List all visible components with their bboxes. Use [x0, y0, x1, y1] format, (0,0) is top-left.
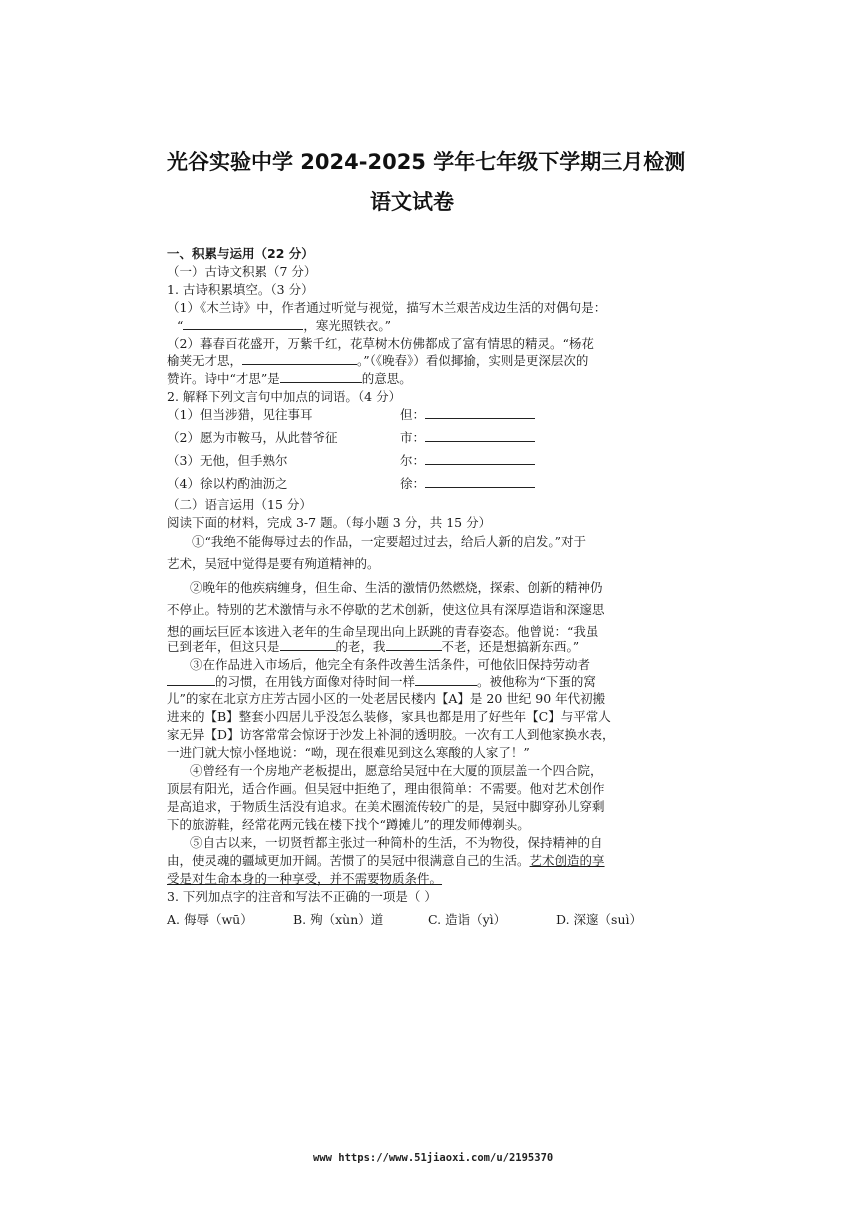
- answer-blank[interactable]: [280, 370, 362, 383]
- page-title: 光谷实验中学 2024-2025 学年七年级下学期三月检测: [167, 150, 686, 174]
- q1-2-rest: 。”（《晚春》）看似揶揄，实则是更深层次的: [357, 353, 589, 368]
- q2-item-sentence: （1）但当涉猎，见往事耳: [167, 407, 313, 422]
- text-segment: 已到老年，但这只是: [167, 639, 280, 654]
- option-b[interactable]: B. 殉（xùn）道: [293, 912, 384, 927]
- passage-line: 想的画坛巨匠本该进入老年的生命呈现出向上跃跳的青春姿态。他曾说：“我虽: [167, 624, 599, 639]
- text-segment: 的老，我: [335, 639, 386, 654]
- q1-2-line3: [167, 370, 412, 388]
- passage-line: 儿”的家在北京方庄芳古园小区的一处老居民楼内【A】是 20 世纪 90 年代初搬: [167, 691, 606, 706]
- q2-item-word: [400, 429, 535, 447]
- q1-2-c-start: 赞许。诗中“才思”是: [167, 371, 280, 386]
- q2-item-word: [400, 475, 535, 493]
- q1-2-start: 榆荚无才思，: [167, 353, 243, 368]
- passage-line: ②晚年的他疾病缠身，但生命、生活的激情仍然燃烧，探索、创新的精神仍: [190, 580, 603, 595]
- subsection-heading: （一）古诗文积累（7 分）: [167, 264, 317, 279]
- passage-line: [167, 638, 579, 656]
- text-segment: 不老，还是想搞新东西。”: [441, 639, 580, 654]
- passage-line: ①“我绝不能侮辱过去的作品，一定要超过过去，给后人新的启发。”对于: [192, 534, 587, 549]
- q2-item-word: [400, 452, 535, 470]
- answer-blank[interactable]: [280, 638, 336, 651]
- q1-1-text: ，寒光照铁衣。”: [303, 318, 392, 333]
- q1-1-line1: （1）《木兰诗》中，作者通过听觉与视觉，描写木兰艰苦戍边生活的对偶句是：: [167, 300, 607, 315]
- q2-word-label: 但：: [400, 407, 426, 422]
- answer-blank[interactable]: [415, 673, 477, 686]
- answer-blank[interactable]: [425, 406, 535, 419]
- question-2: 2. 解释下列文言句中加点的词语。（4 分）: [167, 389, 402, 404]
- q2-word-label: 尔：: [400, 453, 426, 468]
- answer-blank[interactable]: [386, 638, 442, 651]
- text-segment: 。被他称为“下蛋的窝: [477, 674, 596, 689]
- answer-blank[interactable]: [425, 475, 535, 488]
- option-c[interactable]: C. 造诣（yì）: [428, 912, 507, 927]
- passage-line: ⑤自古以来，一切贤哲都主张过一种简朴的生活，不为物役，保持精神的自: [190, 835, 603, 850]
- section-heading: 一、积累与运用（22 分）: [167, 246, 314, 261]
- passage-line: 下的旅游鞋，经常花两元钱在楼下找个“蹲摊儿”的理发师傅剃头。: [167, 817, 530, 832]
- text-segment: 由，使灵魂的疆域更加开阔。苦惯了的吴冠中很满意自己的生活。: [167, 853, 530, 868]
- underlined-sentence: 艺术创造的享: [529, 853, 605, 868]
- q2-word-label: 徐：: [400, 476, 426, 491]
- passage-line: ④曾经有一个房地产老板提出，愿意给吴冠中在大厦的顶层盖一个四合院，: [190, 763, 603, 778]
- subsection-heading: （二）语言运用（15 分）: [167, 497, 312, 512]
- passage-line: 顶层有阳光，适合作画。但吴冠中拒绝了，理由很简单：不需要。他对艺术创作: [167, 781, 605, 796]
- reading-instructions: 阅读下面的材料，完成 3-7 题。（每小题 3 分，共 15 分）: [167, 515, 492, 530]
- page-subtitle: 语文试卷: [370, 190, 454, 214]
- q2-item-sentence: （3）无他，但手熟尔: [167, 453, 288, 468]
- question-1: 1. 古诗积累填空。（3 分）: [167, 282, 314, 297]
- passage-line: 一进门就大惊小怪地说：“呦，现在很难见到这么寒酸的人家了！”: [167, 745, 530, 760]
- passage-line: [167, 852, 605, 870]
- passage-line: [167, 673, 596, 691]
- passage-line: 不停止。特别的艺术激情与永不停歇的艺术创新，使这位具有深厚造诣和深邃思: [167, 602, 605, 617]
- passage-line: 是高追求，于物质生活没有追求。在美术圈流传较广的是，吴冠中脚穿孙儿穿剩: [167, 799, 605, 814]
- q2-item-word: [400, 406, 535, 424]
- answer-blank[interactable]: [425, 452, 535, 465]
- footer-url[interactable]: www https://www.51jiaoxi.com/u/2195370: [313, 1152, 554, 1164]
- q2-word-label: 市：: [400, 430, 426, 445]
- q1-2-c-rest: 的意思。: [361, 371, 412, 386]
- question-3: 3. 下列加点字的注音和写法不正确的一项是（ ）: [167, 889, 437, 904]
- passage-line: 艺术，吴冠中觉得是要有殉道精神的。: [167, 556, 380, 571]
- text-segment: 的习惯，在用钱方面像对待时间一样: [215, 674, 416, 689]
- q1-2-line1: （2）暮春百花盛开，万紫千红，花草树木仿佛都成了富有情思的精灵。“杨花: [167, 336, 594, 351]
- option-d[interactable]: D. 深邃（suì）: [556, 912, 642, 927]
- q2-item-sentence: （4）徐以杓酌油沥之: [167, 476, 288, 491]
- q2-item-sentence: （2）愿为市鞍马，从此替爷征: [167, 430, 338, 445]
- answer-blank[interactable]: [425, 429, 535, 442]
- passage-line: 进来的【B】整套小四居儿乎没怎么装修，家具也都是用了好些年【C】与平常人: [167, 709, 611, 724]
- quote-open: “: [177, 318, 184, 333]
- q1-1-line2: [177, 317, 391, 335]
- answer-blank[interactable]: [167, 673, 215, 686]
- q1-2-line2: [167, 352, 588, 370]
- underlined-sentence: 受是对生命本身的一种享受，并不需要物质条件。: [167, 871, 443, 886]
- answer-blank[interactable]: [242, 352, 357, 365]
- passage-line: 家无异【D】访客常常会惊讶于沙发上补洞的透明胶。一次有工人到他家换水表，: [167, 727, 615, 742]
- answer-blank[interactable]: [183, 317, 303, 330]
- option-a[interactable]: A. 侮辱（wū）: [167, 912, 253, 927]
- passage-line: ③在作品进入市场后，他完全有条件改善生活条件，可他依旧保持劳动者: [190, 657, 591, 672]
